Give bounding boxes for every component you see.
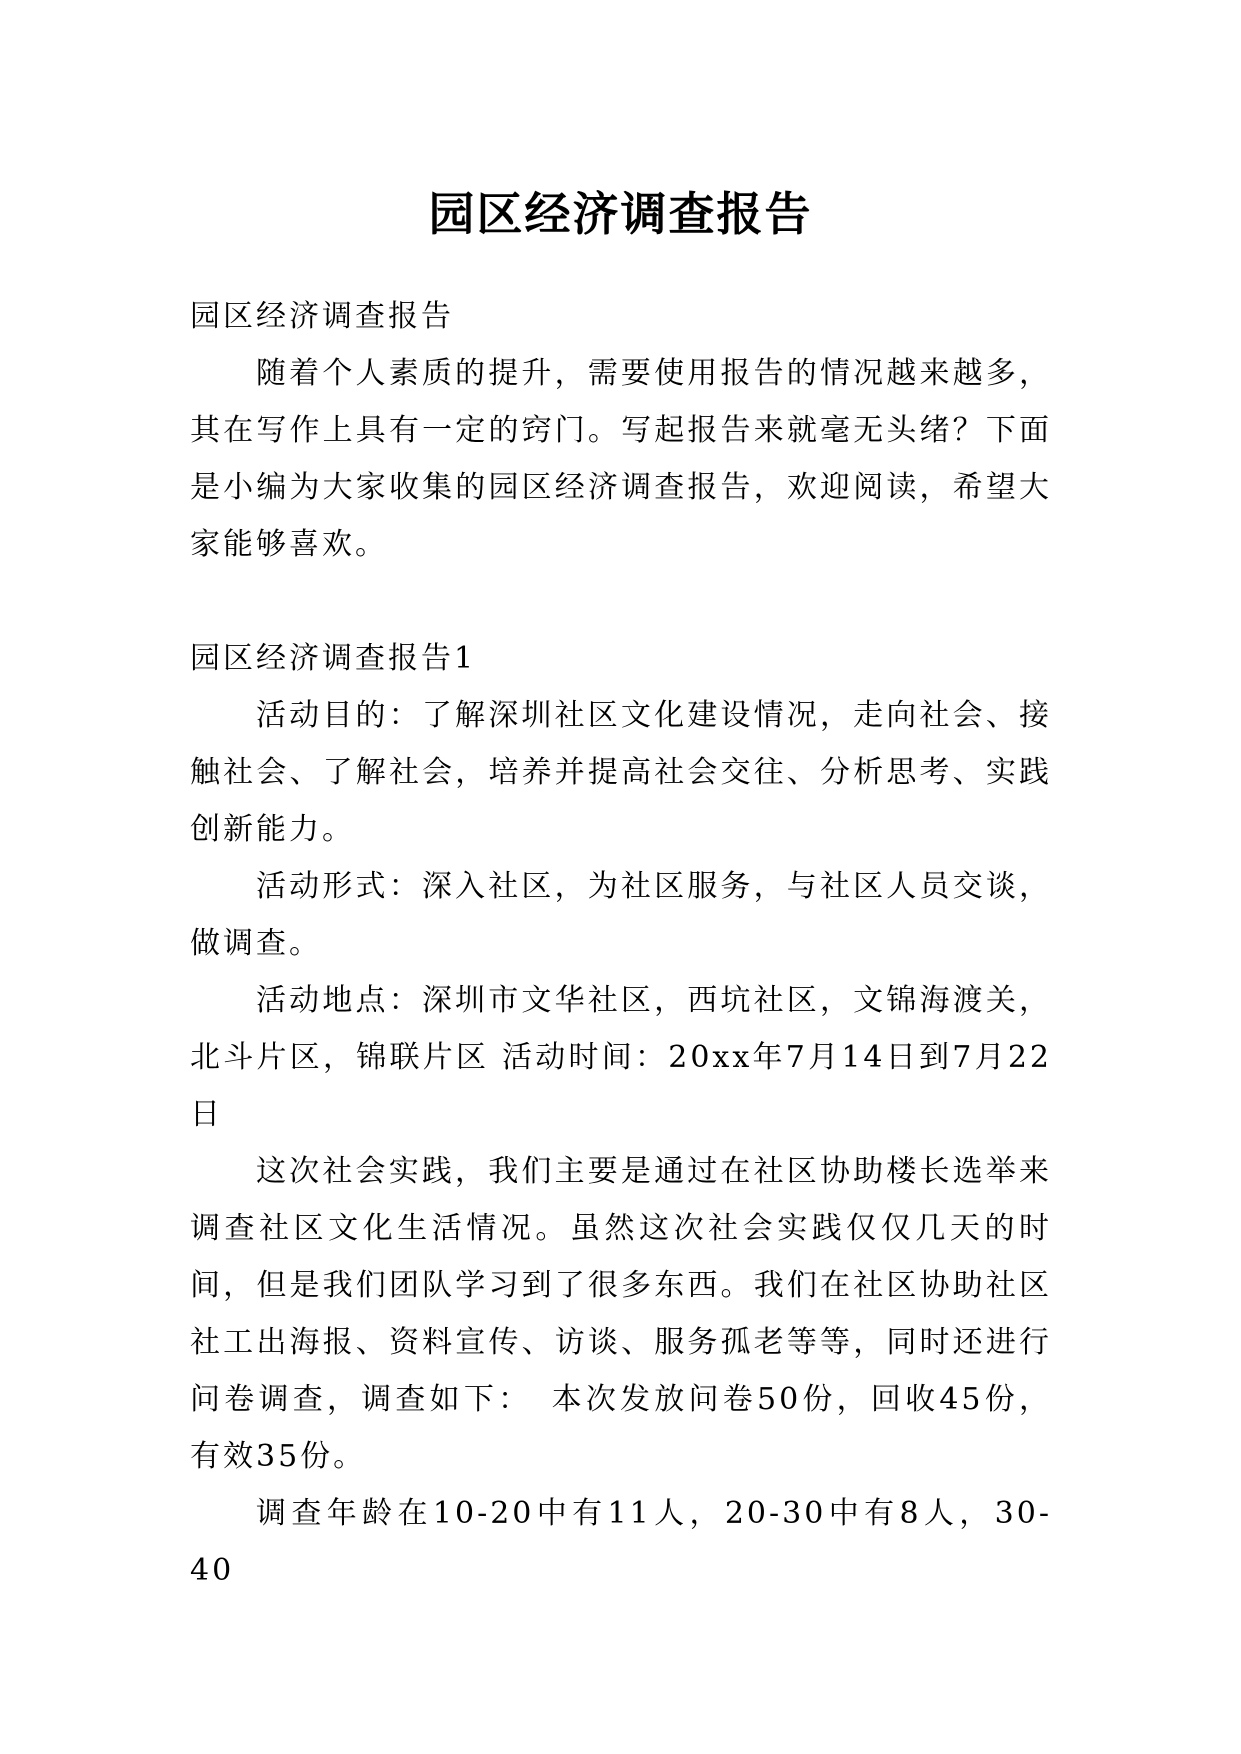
practice-summary-paragraph: 这次社会实践，我们主要是通过在社区协助楼长选举来调查社区文化生活情况。虽然这次社会实践仅仅几天的时间，但是我们团队学习到了很多东西。我们在社区协助社区社工出海报、资料宣传、访谈、服务孤老等等，同时还进行问卷调查，调查如下： 本次发放问卷50份，回收45份，有效35份。 — [190, 1154, 1052, 1474]
document-body — [190, 288, 1052, 1599]
intro-paragraph: 随着个人素质的提升，需要使用报告的情况越来越多，其在写作上具有一定的窍门。写起报告来就毫无头绪？下面是小编为大家收集的园区经济调查报告，欢迎阅读，希望大家能够喜欢。 — [190, 356, 1052, 562]
activity-form-paragraph: 活动形式：深入社区，为社区服务，与社区人员交谈，做调查。 — [190, 869, 1052, 961]
activity-location-time-paragraph: 活动地点：深圳市文华社区，西坑社区，文锦海渡关，北斗片区，锦联片区 活动时间：20xx年7月14日到7月22日 — [190, 983, 1052, 1132]
section-heading-intro: 园区经济调查报告 — [190, 299, 454, 334]
activity-purpose-paragraph: 活动目的：了解深圳社区文化建设情况，走向社会、接触社会、了解社会，培养并提高社会交往、分析思考、实践创新能力。 — [190, 698, 1052, 847]
age-survey-paragraph: 调查年龄在10-20中有11人，20-30中有8人，30-40 — [190, 1496, 1052, 1588]
section-heading-report-1: 园区经济调查报告1 — [190, 641, 477, 676]
document-title: 园区经济调查报告 — [428, 186, 813, 241]
